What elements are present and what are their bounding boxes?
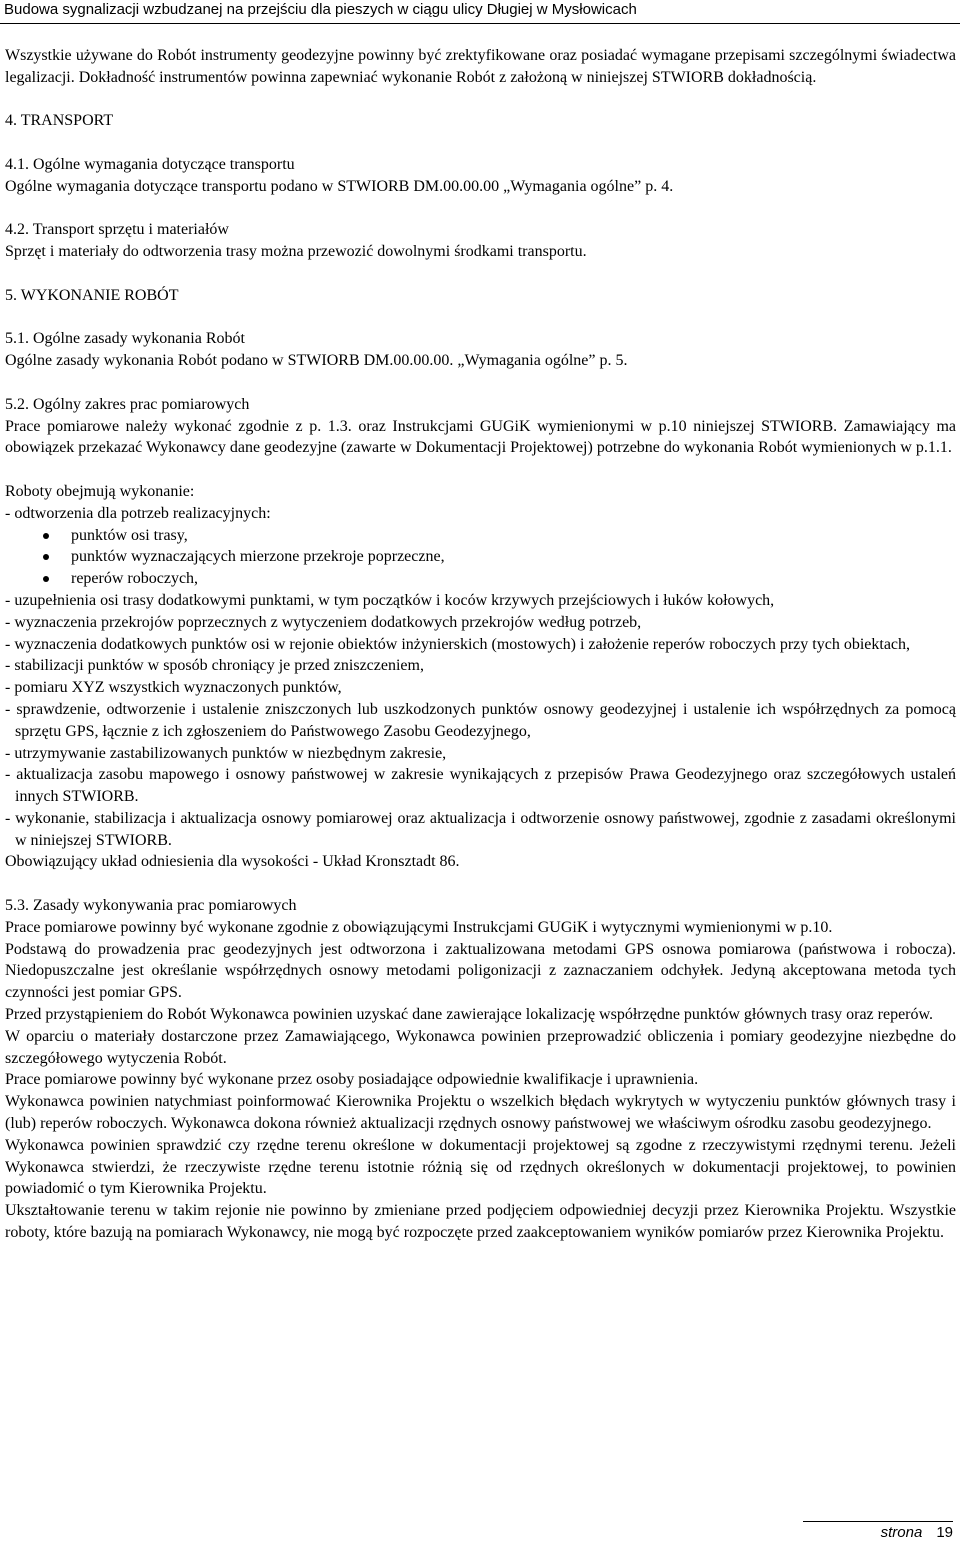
section-5-3-paragraph: Ukształtowanie terenu w takim rejonie nie powinno by zmieniane przed podjęciem odpowiedniej decyzji przez Kierownika Projektu. Wszystkie roboty, które bazują na pomiarach Wykonawcy, nie mogą być rozpoczęte przed zaakceptowaniem wyników pomiarów przez Kierownika Projektu. — [5, 1202, 956, 1242]
section-4-1-text: Ogólne wymagania dotyczące transportu podano w STWIORB DM.00.00.00 „Wymagania ogólne” p. 4. — [5, 177, 674, 195]
bullet-text: punktów wyznaczających mierzone przekroje poprzeczne, — [71, 548, 445, 566]
bullet-list — [5, 525, 956, 590]
section-5-2-heading: 5.2. Ogólny zakres prac pomiarowych — [5, 395, 250, 413]
section-5-3-paragraph: Prace pomiarowe powinny być wykonane przez osoby posiadające odpowiednie kwalifikacje i uprawnienia. — [5, 1071, 699, 1089]
scope-item: - wyznaczenia dodatkowych punktów osi w rejonie obiektów inżynierskich (mostowych) i założenie reperów roboczych przy tych obiektach, — [5, 635, 911, 653]
bullet-icon — [43, 576, 49, 582]
bullet-icon — [43, 533, 49, 539]
section-4-2-text: Sprzęt i materiały do odtworzenia trasy można przewozić dowolnymi środkami transportu. — [5, 243, 587, 261]
header-title: Budowa sygnalizacji wzbudzanej na przejściu dla pieszych w ciągu ulicy Długiej w Mysłowicach — [4, 1, 637, 18]
list-item — [5, 568, 956, 590]
bullet-icon — [43, 554, 49, 560]
scope-item: - stabilizacji punktów w sposób chroniący je przed zniszczeniem, — [5, 657, 424, 675]
section-5-3-paragraph: Podstawą do prowadzenia prac geodezyjnych jest odtworzona i zaktualizowana metodami GPS osnowa pomiarowa (państwowa i robocza). Niedopuszczalne jest określanie współrzędnych osnowy metodami poligonizacji z zaznaczaniem odchyłek. Jedyną akceptowana metoda tych czynności jest pomiar GPS. — [5, 940, 956, 1002]
section-5-heading: 5. WYKONANIE ROBÓT — [5, 286, 179, 304]
document-body — [5, 45, 956, 1244]
page-label: strona — [880, 1524, 923, 1541]
section-5-3-paragraph: Prace pomiarowe powinny być wykonane zgodnie z obowiązującymi Instrukcjami GUGiK i wytycznymi wymienionymi w p.10. — [5, 918, 833, 936]
scope-item: - wykonanie, stabilizacja i aktualizacja osnowy pomiarowej oraz aktualizacja i odtworzenie osnowy państwowej, zgodnie z zasadami określonymi w niniejszej STWIORB. — [5, 809, 956, 849]
section-4-2-heading: 4.2. Transport sprzętu i materiałów — [5, 221, 229, 239]
scope-item: - sprawdzenie, odtworzenie i ustalenie zniszczonych lub uszkodzonych punktów osnowy geodezyjnej i ustalenie ich współrzędnych za pomocą sprzętu GPS, łącznie z ich zgłoszeniem do Państwowego Zasobu Geodezyjnego, — [5, 700, 956, 740]
bullet-text: reperów roboczych, — [71, 570, 199, 588]
section-5-3-paragraph: Wykonawca powinien sprawdzić czy rzędne terenu określone w dokumentacji projektowej są zgodne z rzeczywistymi rzędnymi terenu. Jeżeli Wykonawca stwierdzi, że rzeczywiste rzędne terenu istotnie różnią się od rzędnych określonych w dokumentacji projektowej, to powinien powiadomić o tym Kierownika Projektu. — [5, 1136, 956, 1198]
section-5-1-text: Ogólne zasady wykonania Robót podano w STWIORB DM.00.00.00. „Wymagania ogólne” p. 5. — [5, 352, 628, 370]
section-4-heading: 4. TRANSPORT — [5, 112, 114, 130]
section-5-3-paragraph: W oparciu o materiały dostarczone przez Zamawiającego, Wykonawca powinien przeprowadzić obliczenia i pomiary geodezyjne niezbędne do szczegółowego wytyczenia Robót. — [5, 1027, 956, 1067]
scope-item: - uzupełnienia osi trasy dodatkowymi punktami, w tym początków i koców krzywych przejściowych i łuków kołowych, — [5, 591, 775, 609]
section-5-3-paragraph: Wykonawca powinien natychmiast poinformować Kierownika Projektu o wszelkich błędach wykrytych w wytyczeniu punktów głównych trasy i (lub) reperów roboczych. Wykonawca dokona również aktualizacji rzędnych osnowy państwowej we właściwym ośrodku zasobu geodezyjnego. — [5, 1093, 956, 1133]
page-footer — [803, 1521, 953, 1544]
page-number: 19 — [936, 1524, 953, 1541]
scope-item: - aktualizacja zasobu mapowego i osnowy państwowej w zakresie wynikających z przepisów Prawa Geodezyjnego oraz szczegółowych ustaleń innych STWIORB. — [5, 766, 956, 806]
section-5-3-heading: 5.3. Zasady wykonywania prac pomiarowych — [5, 897, 297, 915]
bullet-text: punktów osi trasy, — [71, 526, 188, 544]
intro-paragraph: Wszystkie używane do Robót instrumenty geodezyjne powinny być zrektyfikowane oraz posiadać wymagane przepisami szczególnymi świadectwa legalizacji. Dokładność instrumentów powinna zapewniać wykonanie Robót z założoną w niniejszej STWIORB dokładnością. — [5, 47, 956, 86]
scope-item: - utrzymywanie zastabilizowanych punktów w niezbędnym zakresie, — [5, 744, 447, 762]
roboty-intro: Roboty obejmują wykonanie: — [5, 482, 195, 500]
odtworzenia-item: - odtworzenia dla potrzeb realizacyjnych: — [5, 504, 271, 522]
reference-system-text: Obowiązujący układ odniesienia dla wysokości - Układ Kronsztadt 86. — [5, 853, 460, 871]
list-item — [5, 546, 956, 568]
running-header — [0, 0, 960, 24]
section-5-3-paragraph: Przed przystąpieniem do Robót Wykonawca powinien uzyskać dane zawierające lokalizację współrzędne punktów głównych trasy oraz reperów. — [5, 1006, 934, 1024]
scope-item: - wyznaczenia przekrojów poprzecznych z wytyczeniem dodatkowych przekrojów według potrzeb, — [5, 613, 642, 631]
scope-item: - pomiaru XYZ wszystkich wyznaczonych punktów, — [5, 679, 342, 697]
section-5-1-heading: 5.1. Ogólne zasady wykonania Robót — [5, 330, 245, 348]
list-item — [5, 525, 956, 547]
section-5-2-text: Prace pomiarowe należy wykonać zgodnie z p. 1.3. oraz Instrukcjami GUGiK wymienionymi w p.10 niniejszej STWIORB. Zamawiający ma obowiązek przekazać Wykonawcy dane geodezyjne (zawarte w Dokumentacji Projektowej) potrzebne do wykonania Robót wymienionych w p.1.1. — [5, 417, 956, 457]
section-4-1-heading: 4.1. Ogólne wymagania dotyczące transportu — [5, 155, 295, 173]
